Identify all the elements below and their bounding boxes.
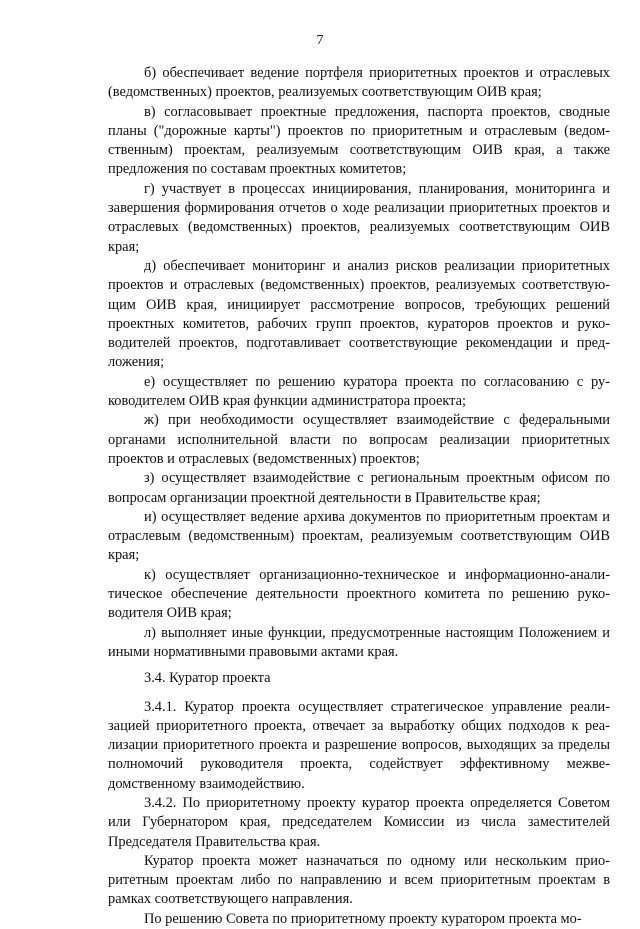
- curator-assignment-paragraph: Куратор проекта может назначаться по одному или нескольким приоритетным проектам либо по направлению и всем приоритетным проектам в рамках соответствующего направления.: [108, 852, 610, 908]
- list-item-b: б) обеспечивает ведение портфеля приоритетных проектов и отраслевых (ведомственных) проектов, реализуемых соответствующим ОИВ края;: [108, 65, 610, 101]
- list-item-v: в) согласовывает проектные предложения, паспорта проектов, сводные планы ("дорожные карты") проектов по приоритетным и отраслевым (ведомственным) проектам, реализуемым соответствующим ОИВ края, а также предложения по составам проектных комитетов;: [108, 103, 610, 178]
- clause-3-4-1: 3.4.1. Куратор проекта осуществляет стратегическое управление реализацией приоритетного проекта, отвечает за выработку общих подходов к реализации приоритетного проекта и разрешение вопросов, выходящих за пределы полномочий руководителя проекта, содействует эффективному межведомственному взаимодействию.: [108, 698, 610, 792]
- page-number: 7: [316, 33, 324, 48]
- list-item-z: з) осуществляет взаимодействие с региональным проектным офисом по вопросам организации проектной деятельности в Правительстве края;: [108, 470, 610, 506]
- list-item-zh: ж) при необходимости осуществляет взаимодействие с федеральными органами исполнительной власти по вопросам реализации приоритетных проектов и отраслевых (ведомственных) проектов;: [108, 412, 610, 467]
- document-body: [108, 64, 610, 929]
- section-heading: 3.4. Куратор проекта: [144, 670, 271, 687]
- list-item-d: д) обеспечивает мониторинг и анализ рисков реализации приоритетных проектов и отраслевых (ведомственных) проектов, реализуемых соответствующим ОИВ края, инициирует рассмотрение вопросов, требующих решений проектных комитетов, рабочих групп проектов, кураторов проектов и руководителей проектов, подготавливает соответствующие рекомендации и предложения;: [108, 257, 610, 371]
- council-decision-paragraph: По решению Совета по приоритетному проекту куратором проекта мо-: [144, 910, 582, 927]
- list-item-g: г) участвует в процессах инициирования, планирования, мониторинга и завершения формирования отчетов о ходе реализации приоритетных проектов и отраслевых (ведомственных) проектов, реализуемых соответствующим ОИВ края;: [108, 180, 610, 255]
- list-item-l: л) выполняет иные функции, предусмотренные настоящим Положением и иными нормативными правовыми актами края.: [108, 624, 610, 660]
- list-item-k: к) осуществляет организационно-техническое и информационно-аналитическое обеспечение деятельности проектного комитета по решению руководителя ОИВ края;: [108, 566, 610, 622]
- list-item-e: е) осуществляет по решению куратора проекта по согласованию с руководителем ОИВ края функции администратора проекта;: [108, 373, 610, 410]
- clause-3-4-2: 3.4.2. По приоритетному проекту куратор проекта определяется Советом или Губернатором края, председателем Комиссии из числа заместителей Председателя Правительства края.: [108, 794, 610, 850]
- list-item-i: и) осуществляет ведение архива документов по приоритетным проектам и отраслевым (ведомственным) проектам, реализуемым соответствующим ОИВ края;: [108, 508, 610, 564]
